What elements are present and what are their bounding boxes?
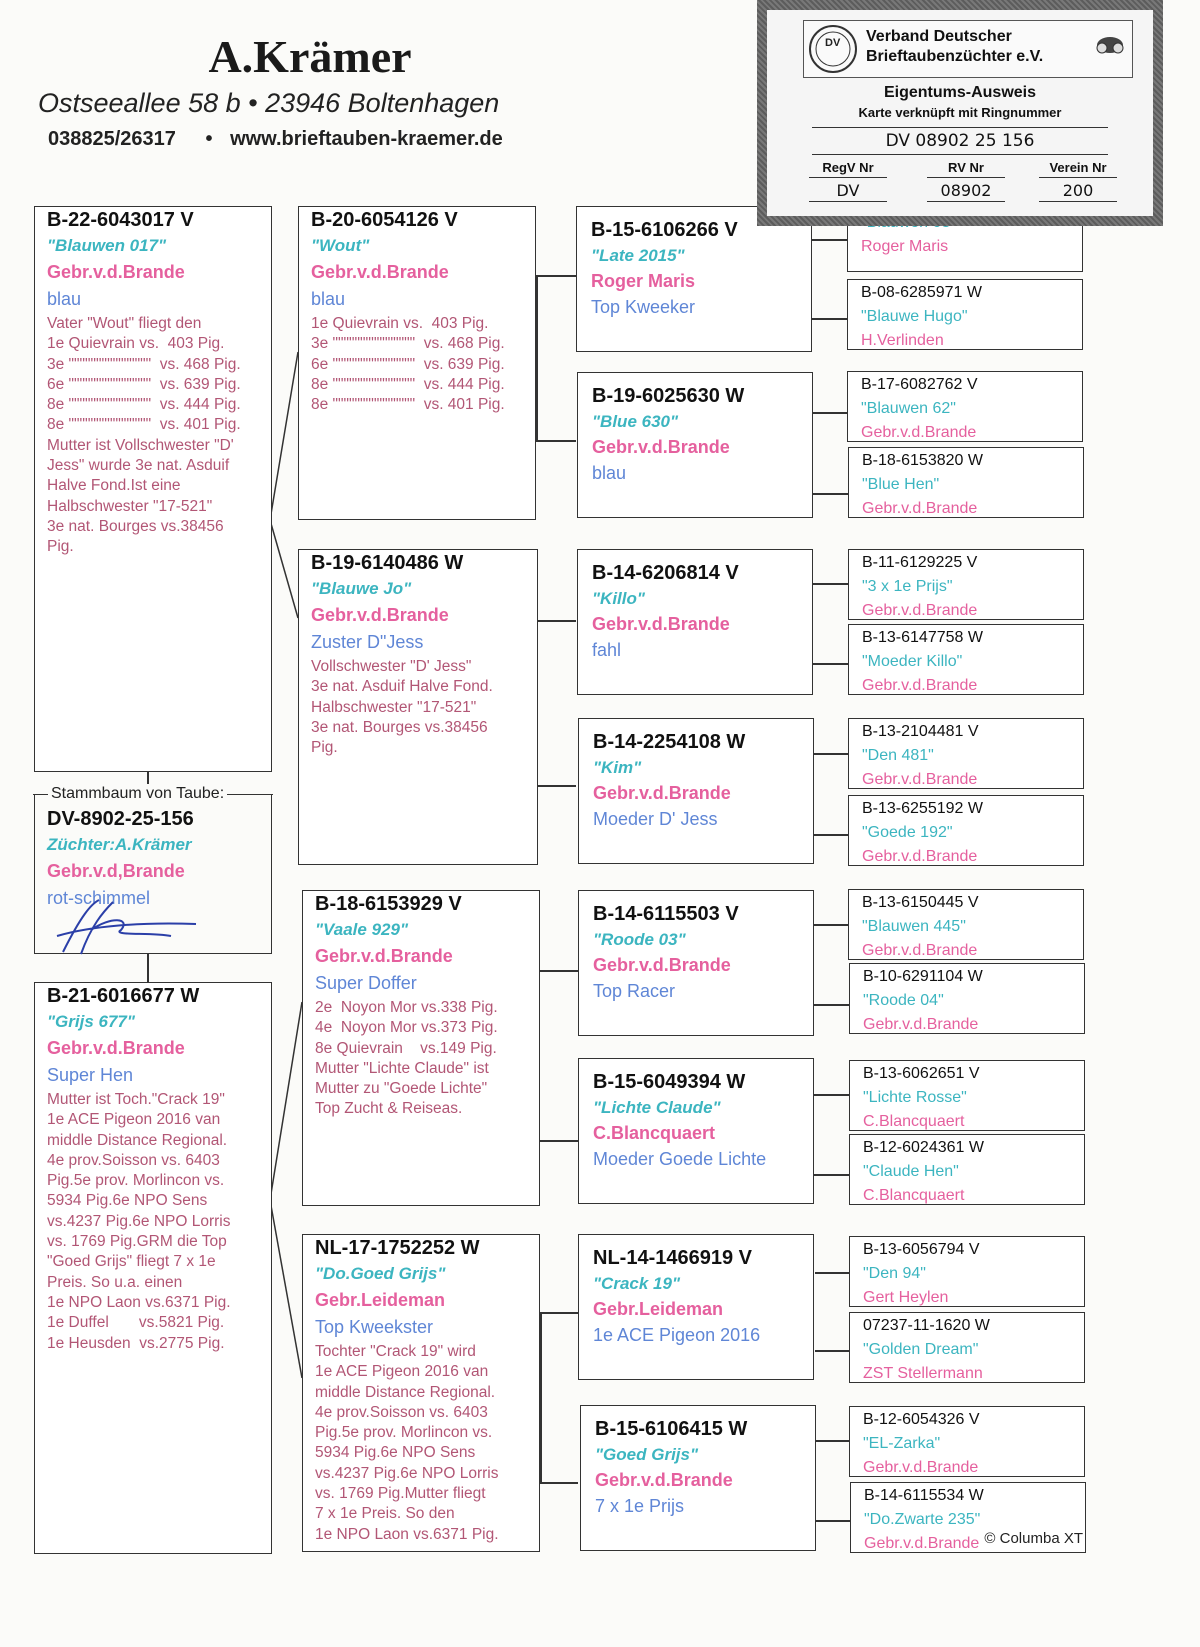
ancestor-breeder: H.Verlinden	[861, 332, 944, 349]
ancestor-box[interactable]	[849, 963, 1085, 1034]
ancestor-ring: B-08-6285971 W	[861, 284, 982, 301]
father-notes: Vater "Wout" fliegt den 1e Quievrain vs. 403 Pig. 3e """"""""""""""" vs. 468 Pig. 6e """"""""""""""" vs. 639 Pig. 8e """"""""""""""" vs. 444 Pig. 8e """"""""""""""" vs. 401 Pig. Mutter ist Vollschwester "D' Jess" wurde 3e nat. Asduif Halve Fond.Ist eine Halbschwester "17-521" 3e nat. Bourges vs.38456 Pig.	[47, 315, 241, 556]
card-header	[803, 20, 1133, 78]
grandparent-name: "Wout"	[311, 236, 370, 255]
subject-color: rot-schimmel	[47, 888, 151, 908]
great-grandparent-name: "Late 2015"	[591, 246, 685, 265]
ownership-card	[757, 0, 1163, 226]
grandparent-notes: Tochter "Crack 19" wird 1e ACE Pigeon 2016 van middle Distance Regional. 4e prov.Soisson vs. 6403 Pig.5e prov. Morlincon vs. 5934 Pig.6e NPO Sens vs.4237 Pig.6e NPO Lorris vs. 1769 Pig.Mutter fliegt 7 x 1e Preis. So den 1e NPO Laon vs.6371 Pig.	[315, 1343, 499, 1543]
subject-breeder: Züchter:A.Krämer	[47, 835, 192, 854]
ancestor-breeder: Gebr.v.d.Brande	[862, 848, 978, 865]
signature	[51, 896, 201, 956]
great-grandparent-breeder: Roger Maris	[591, 271, 696, 291]
ancestor-breeder: Gebr.v.d.Brande	[864, 1535, 980, 1552]
great-grandparent-ring: B-15-6106415 W	[595, 1418, 748, 1440]
father-box[interactable]	[34, 206, 272, 772]
ancestor-box[interactable]	[849, 1312, 1085, 1383]
grandparent-box[interactable]	[298, 549, 538, 865]
grandparent-ring: NL-17-1752252 W	[315, 1237, 480, 1259]
ancestor-ring: B-13-2104481 V	[862, 723, 979, 740]
separator: •	[205, 128, 213, 150]
ancestor-ring: B-13-6056794 V	[863, 1241, 980, 1258]
grandparent-ring: B-18-6153929 V	[315, 893, 462, 915]
ancestor-ring: B-17-6082762 V	[861, 376, 978, 393]
mother-name: "Grijs 677"	[47, 1012, 135, 1031]
pigeon-icon	[1094, 31, 1126, 55]
ancestor-ring: B-13-6147758 W	[862, 629, 983, 646]
ancestor-name: "Blauwen 445"	[862, 918, 966, 935]
ancestor-name: "Den 481"	[862, 747, 934, 764]
breeder-name: A.Krämer	[208, 31, 412, 82]
subject-legend: Stammbaum von Taube:	[48, 785, 227, 803]
grandparent-notes: 1e Quievrain vs. 403 Pig. 3e """"""""""""""" vs. 468 Pig. 6e """"""""""""""" vs. 639 Pig. 8e """"""""""""""" vs. 444 Pig. 8e """"""""""""""" vs. 401 Pig.	[311, 315, 505, 414]
ancestor-breeder: Gebr.v.d.Brande	[863, 1016, 979, 1033]
father-color: blau	[47, 289, 82, 309]
ancestor-box[interactable]	[848, 795, 1084, 866]
ancestor-name: "Den 94"	[863, 1265, 926, 1282]
ancestor-ring: B-12-6024361 W	[863, 1139, 984, 1156]
grandparent-name: "Vaale 929"	[315, 920, 409, 939]
grandparent-color: Super Doffer	[315, 973, 417, 993]
mother-color: Super Hen	[47, 1065, 134, 1085]
ancestor-name: "Golden Dream"	[863, 1341, 979, 1358]
great-grandparent-box[interactable]	[578, 1234, 814, 1380]
ancestor-name: "Moeder Killo"	[862, 653, 963, 670]
ancestor-ring: B-12-6054326 V	[863, 1411, 980, 1428]
ancestor-name: "Goede 192"	[862, 824, 953, 841]
grandparent-breeder: Gebr.v.d.Brande	[315, 946, 453, 966]
card-org-line2: Brieftaubenzüchter e.V.	[866, 48, 1044, 65]
ancestor-ring: B-13-6150445 V	[862, 894, 979, 911]
great-grandparent-color: Top Racer	[593, 981, 676, 1001]
connector-father	[268, 350, 300, 620]
great-grandparent-name: "Blue 630"	[592, 412, 679, 431]
ancestor-breeder: Gebr.v.d.Brande	[862, 771, 978, 788]
grandparent-breeder: Gebr.v.d.Brande	[311, 605, 449, 625]
ancestor-breeder: Gebr.v.d.Brande	[861, 424, 977, 441]
dv-logo-icon	[808, 24, 858, 74]
card-org-line1: Verband Deutscher	[866, 28, 1012, 45]
grandparent-ring: B-19-6140486 W	[311, 552, 464, 574]
great-grandparent-box[interactable]	[577, 372, 813, 518]
subject-content	[47, 808, 194, 909]
great-grandparent-breeder: Gebr.v.d.Brande	[592, 437, 730, 457]
great-grandparent-ring: B-14-6115503 V	[593, 903, 739, 925]
ancestor-breeder: C.Blancquaert	[863, 1113, 965, 1130]
card-col-verein	[1039, 160, 1117, 202]
great-grandparent-color: fahl	[592, 640, 622, 660]
ancestor-name: "Blauwe Hugo"	[861, 308, 968, 325]
great-grandparent-box[interactable]	[576, 206, 812, 352]
father-name: "Blauwen 017"	[47, 236, 167, 255]
great-grandparent-color: Moeder D' Jess	[593, 809, 718, 829]
ancestor-name: "EL-Zarka"	[863, 1435, 941, 1452]
ancestor-breeder: Gebr.v.d.Brande	[862, 677, 978, 694]
ancestor-name: "Blauwen 62"	[861, 400, 956, 417]
breeder-contact	[48, 128, 503, 151]
grandparent-notes: 2e Noyon Mor vs.338 Pig. 4e Noyon Mor vs.373 Pig. 8e Quievrain vs.149 Pig. Mutter "Lichte Claude" ist Mutter zu "Goede Lichte" Top Zucht & Reiseas.	[315, 999, 498, 1118]
ancestor-box[interactable]	[849, 1134, 1085, 1205]
grandparent-breeder: Gebr.v.d.Brande	[311, 262, 449, 282]
ancestor-ring: B-13-6062651 V	[863, 1065, 980, 1082]
great-grandparent-name: "Lichte Claude"	[593, 1098, 721, 1117]
connector-mother	[268, 1000, 304, 1380]
ancestor-box[interactable]	[847, 371, 1083, 442]
mother-notes: Mutter ist Toch."Crack 19" 1e ACE Pigeon 2016 van middle Distance Regional. 4e prov.Soisson vs. 6403 Pig.5e prov. Morlincon vs. 5934 Pig.6e NPO Sens vs.4237 Pig.6e NPO Lorris vs. 1769 Pig.GRM die Top "Goed Grijs" fliegt 7 x 1e Preis. So u.a. einen 1e NPO Laon vs.6371 Pig. 1e Duffel vs.5821 Pig. 1e Heusden vs.2775 Pig.	[47, 1091, 231, 1352]
ancestor-name: "Claude Hen"	[863, 1163, 959, 1180]
father-ring: B-22-6043017 V	[47, 209, 194, 231]
ancestor-ring: B-13-6255192 W	[862, 800, 983, 817]
great-grandparent-color: blau	[592, 463, 627, 483]
great-grandparent-color: Moeder Goede Lichte	[593, 1149, 767, 1169]
ancestor-box[interactable]	[848, 549, 1084, 620]
great-grandparent-name: "Goed Grijs"	[595, 1445, 699, 1464]
grandparent-box[interactable]	[302, 1234, 540, 1552]
card-subtitle: Karte verknüpft mit Ringnummer	[858, 105, 1062, 120]
great-grandparent-breeder: Gebr.v.d.Brande	[592, 614, 730, 634]
great-grandparent-name: "Killo"	[592, 589, 645, 608]
great-grandparent-color: 1e ACE Pigeon 2016	[593, 1325, 761, 1345]
grandparent-color: Zuster D"Jess	[311, 632, 424, 652]
ancestor-breeder: C.Blancquaert	[863, 1187, 965, 1204]
ancestor-box[interactable]	[847, 279, 1083, 350]
ancestor-box[interactable]	[849, 1060, 1085, 1131]
great-grandparent-name: "Crack 19"	[593, 1274, 681, 1293]
subject-box[interactable]	[34, 794, 272, 954]
ancestor-name: "Lichte Rosse"	[863, 1089, 967, 1106]
grandparent-name: "Do.Goed Grijs"	[315, 1264, 446, 1283]
grandparent-color: Top Kweekster	[315, 1317, 434, 1337]
great-grandparent-color: 7 x 1e Prijs	[595, 1496, 685, 1516]
subject-origin: Gebr.v.d,Brande	[47, 861, 185, 881]
ancestor-ring: B-10-6291104 W	[863, 968, 983, 985]
ancestor-breeder: Gebr.v.d.Brande	[862, 602, 978, 619]
ancestor-breeder: Gebr.v.d.Brande	[862, 500, 978, 517]
grandparent-name: "Blauwe Jo"	[311, 579, 412, 598]
breeder-address: Ostseeallee 58 b • 23946 Boltenhagen	[38, 88, 500, 118]
breeder-website[interactable]: www.brieftauben-kraemer.de	[230, 128, 503, 150]
ancestor-ring: B-11-6129225 V	[862, 554, 978, 571]
card-title: Eigentums-Ausweis	[883, 84, 1037, 101]
mother-box[interactable]	[34, 982, 272, 1554]
great-grandparent-breeder: Gebr.Leideman	[593, 1299, 724, 1319]
ancestor-name: "3 x 1e Prijs"	[862, 578, 953, 595]
great-grandparent-box[interactable]	[578, 890, 814, 1036]
ancestor-name: "Roode 04"	[863, 992, 944, 1009]
card-col-label: RV Nr	[927, 160, 1005, 178]
subject-ring: DV-8902-25-156	[47, 808, 194, 830]
great-grandparent-color: Top Kweeker	[591, 297, 696, 317]
card-col-value: 08902	[927, 178, 1005, 202]
mother-ring: B-21-6016677 W	[47, 985, 200, 1007]
ancestor-breeder: ZST Stellermann	[863, 1365, 983, 1382]
ancestor-ring: B-14-6115534 W	[864, 1487, 984, 1504]
great-grandparent-breeder: Gebr.v.d.Brande	[593, 955, 731, 975]
great-grandparent-ring: NL-14-1466919 V	[593, 1247, 752, 1269]
card-ring-number: DV 08902 25 156	[812, 127, 1108, 155]
ancestor-box[interactable]	[848, 624, 1084, 695]
ancestor-name: "Do.Zwarte 235"	[864, 1511, 981, 1528]
great-grandparent-ring: B-19-6025630 W	[592, 385, 745, 407]
card-col-label: Verein Nr	[1039, 160, 1117, 178]
great-grandparent-breeder: C.Blancquaert	[593, 1123, 716, 1143]
card-col-regv	[809, 160, 887, 202]
great-grandparent-box[interactable]	[578, 718, 814, 864]
great-grandparent-ring: B-14-6206814 V	[592, 562, 739, 584]
grandparent-breeder: Gebr.Leideman	[315, 1290, 446, 1310]
father-breeder: Gebr.v.d.Brande	[47, 262, 185, 282]
ancestor-breeder: Gebr.v.d.Brande	[862, 942, 978, 959]
ancestor-breeder: Gebr.v.d.Brande	[863, 1459, 979, 1476]
great-grandparent-name: "Kim"	[593, 758, 642, 777]
grandparent-box[interactable]	[302, 890, 540, 1206]
grandparent-ring: B-20-6054126 V	[311, 209, 458, 231]
copyright: © Columba XT	[984, 1530, 1083, 1547]
great-grandparent-ring: B-14-2254108 W	[593, 731, 746, 753]
ancestor-box[interactable]	[848, 718, 1084, 789]
ancestor-box[interactable]	[849, 1236, 1085, 1307]
ancestor-breeder: Gert Heylen	[863, 1289, 949, 1306]
logo-letters: DV	[825, 37, 841, 49]
grandparent-color: blau	[311, 289, 346, 309]
great-grandparent-box[interactable]	[580, 1405, 816, 1551]
ancestor-name: "Blue Hen"	[862, 476, 940, 493]
great-grandparent-breeder: Gebr.v.d.Brande	[593, 783, 731, 803]
ancestor-box[interactable]	[848, 447, 1084, 518]
grandparent-notes: Vollschwester "D' Jess" 3e nat. Asduif Halve Fond. Halbschwester "17-521" 3e nat. Bourges vs.38456 Pig.	[311, 658, 493, 757]
great-grandparent-breeder: Gebr.v.d.Brande	[595, 1470, 733, 1490]
ancestor-ring: 07237-11-1620 W	[863, 1317, 990, 1334]
breeder-phone: 038825/26317	[48, 128, 176, 150]
great-grandparent-box[interactable]	[578, 1058, 814, 1204]
mother-breeder: Gebr.v.d.Brande	[47, 1038, 185, 1058]
card-col-value: 200	[1039, 178, 1117, 202]
ancestor-box[interactable]	[849, 1406, 1085, 1477]
great-grandparent-ring: B-15-6106266 V	[591, 219, 738, 241]
great-grandparent-name: "Roode 03"	[593, 930, 686, 949]
card-col-value: DV	[809, 178, 887, 202]
grandparent-box[interactable]	[298, 206, 536, 520]
card-col-rv	[927, 160, 1005, 202]
ancestor-ring: B-18-6153820 W	[862, 452, 983, 469]
great-grandparent-ring: B-15-6049394 W	[593, 1071, 746, 1093]
great-grandparent-box[interactable]	[577, 549, 813, 695]
ancestor-box[interactable]	[848, 889, 1084, 960]
ancestor-breeder: Roger Maris	[861, 238, 949, 255]
card-col-label: RegV Nr	[809, 160, 887, 178]
